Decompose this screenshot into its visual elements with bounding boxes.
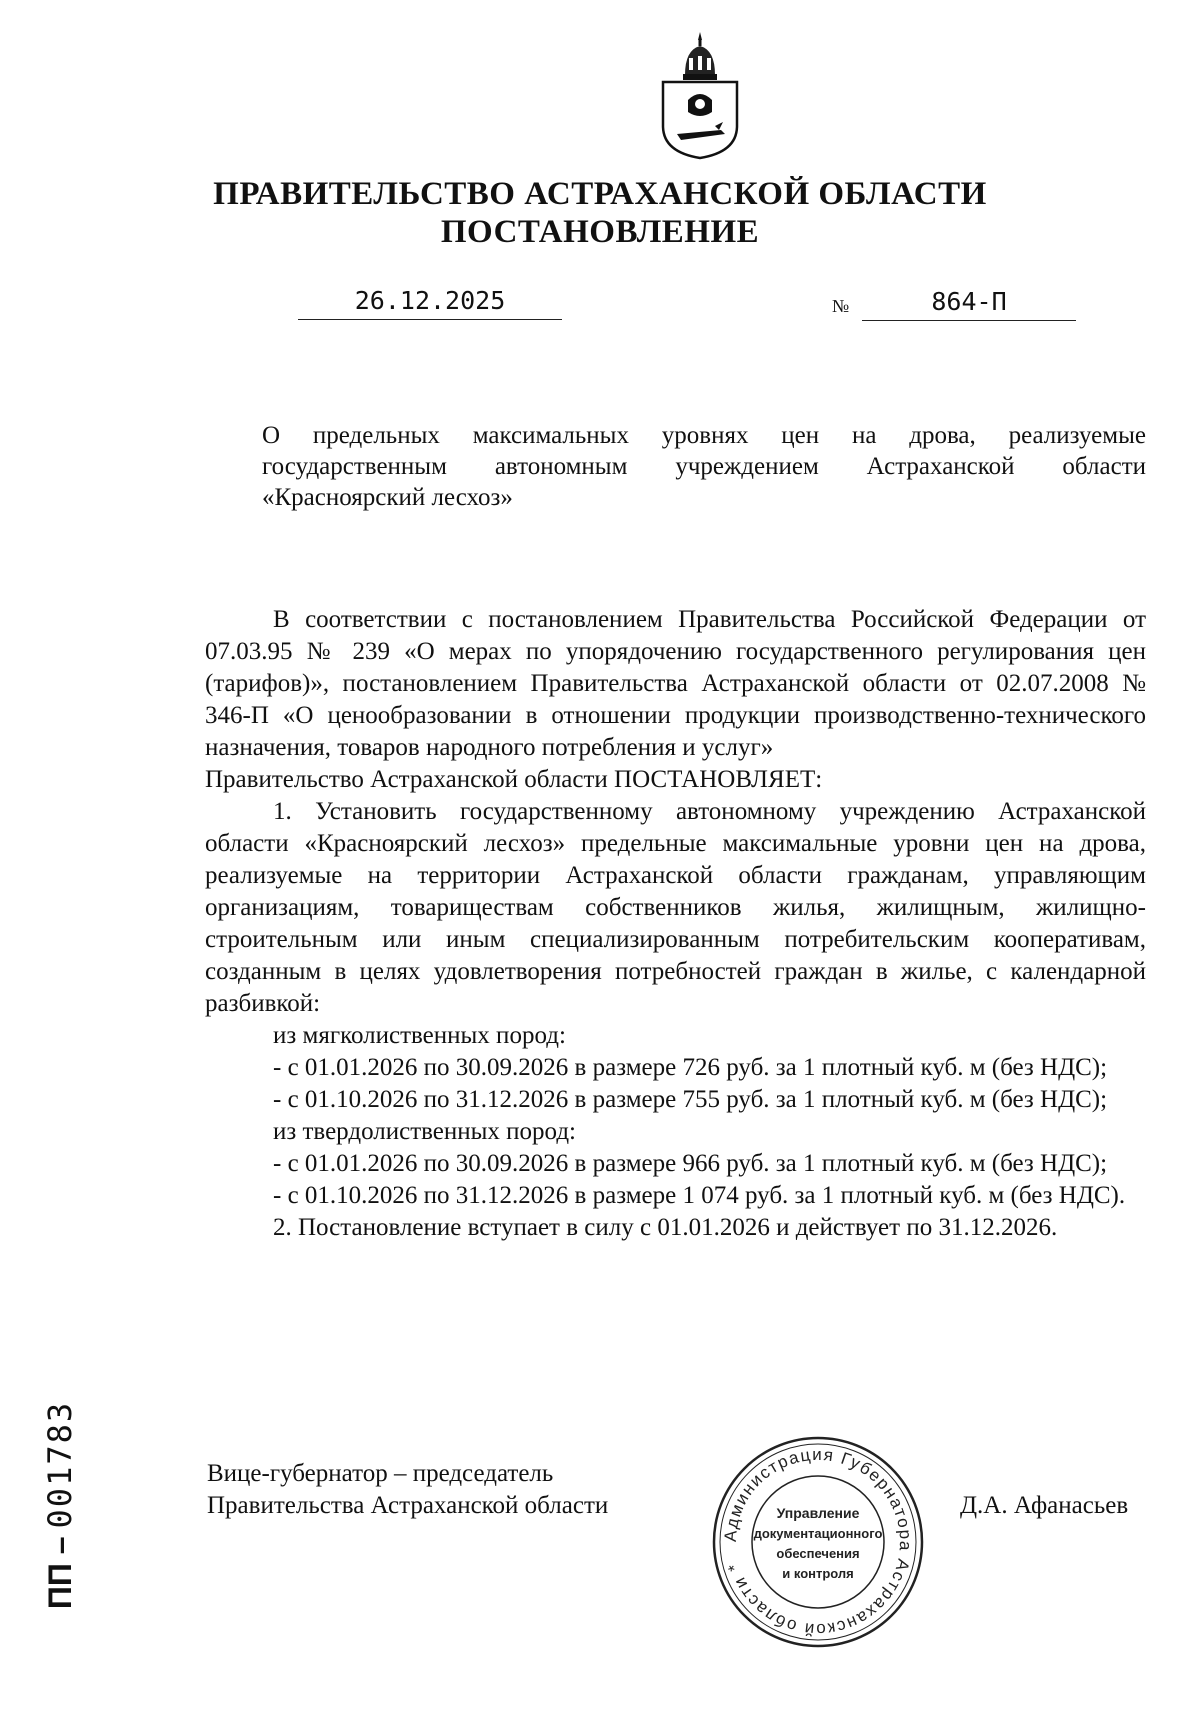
document-number: 864-П xyxy=(862,284,1076,321)
group-1-price-1: - с 01.01.2026 по 30.09.2026 в размере 726 руб. за 1 плотный куб. м (без НДС); xyxy=(273,1054,1108,1081)
serial-prefix: ПП – xyxy=(42,1536,78,1610)
position-line-1: Вице-губернатор – председатель xyxy=(207,1460,554,1487)
group-1-title: из мягколиственных пород: xyxy=(273,1022,566,1049)
group-2-title: из твердолиственных пород: xyxy=(273,1118,577,1145)
stamp-line-1: Управление xyxy=(776,1505,860,1521)
document-type: ПОСТАНОВЛЕНИЕ xyxy=(440,214,760,250)
signatory-position xyxy=(207,1458,608,1522)
document-date: 26.12.2025 xyxy=(298,283,562,320)
serial-code: 001783 xyxy=(41,1400,79,1529)
stamp-line-4: и контроля xyxy=(782,1566,854,1581)
stamp-ring-text: Администрация Губернатора Астраханской области * xyxy=(720,1444,916,1640)
stamp-line-2: документационного xyxy=(753,1526,883,1541)
resolves-paragraph: Правительство Астраханской области ПОСТАНОВЛЯЕТ: xyxy=(205,766,823,793)
item-2-paragraph: 2. Постановление вступает в силу с 01.01.2026 и действует по 31.12.2026. xyxy=(273,1214,1058,1241)
coat-of-arms-icon xyxy=(655,30,745,160)
document-body xyxy=(205,604,1146,1244)
position-line-2: Правительства Астраханской области xyxy=(207,1492,609,1519)
group-1-price-2: - с 01.10.2026 по 31.12.2026 в размере 755 руб. за 1 плотный куб. м (без НДС); xyxy=(273,1086,1108,1113)
official-stamp xyxy=(708,1432,928,1652)
government-title: ПРАВИТЕЛЬСТВО АСТРАХАНСКОЙ ОБЛАСТИ xyxy=(213,176,987,212)
preamble-paragraph: В соответствии с постановлением Правительства Российской Федерации от 07.03.95 № 239 «О мерах по упорядочению государственного регулирования цен (тарифов)», постановлением Правительства Астраханской области от 02.07.2008 № 346-П «О ценообразовании в отношении продукции производственно-технического назначения, товаров народного потребления и услуг» xyxy=(205,606,1146,761)
group-2-price-1: - с 01.01.2026 по 30.09.2026 в размере 966 руб. за 1 плотный куб. м (без НДС); xyxy=(273,1150,1108,1177)
number-label: № xyxy=(832,296,850,316)
item-1-paragraph: 1. Установить государственному автономному учреждению Астраханской области «Красноярский лесхоз» предельные максимальные уровни цен на дрова, реализуемые на территории Астраханской области гражданам, управляющим организациям, товариществам собственников жилья, жилищным, жилищно-строительным или иным специализированным потребительским кооперативам, созданным в целях удовлетворения потребностей граждан в жилье, с календарной разбивкой: xyxy=(205,798,1146,1017)
group-2-price-2: - с 01.10.2026 по 31.12.2026 в размере 1 074 руб. за 1 плотный куб. м (без НДС). xyxy=(273,1182,1126,1209)
svg-text:Администрация Губернатора Астр xyxy=(721,1445,915,1639)
signatory-name: Д.А. Афанасьев xyxy=(960,1492,1129,1519)
stamp-line-3: обеспечения xyxy=(776,1546,860,1561)
document-subject: О предельных максимальных уровнях цен на дрова, реализуемые государственным автономным учреждением Астраханской области «Красноярский лесхоз» xyxy=(262,422,1146,511)
serial-number xyxy=(30,1340,90,1670)
